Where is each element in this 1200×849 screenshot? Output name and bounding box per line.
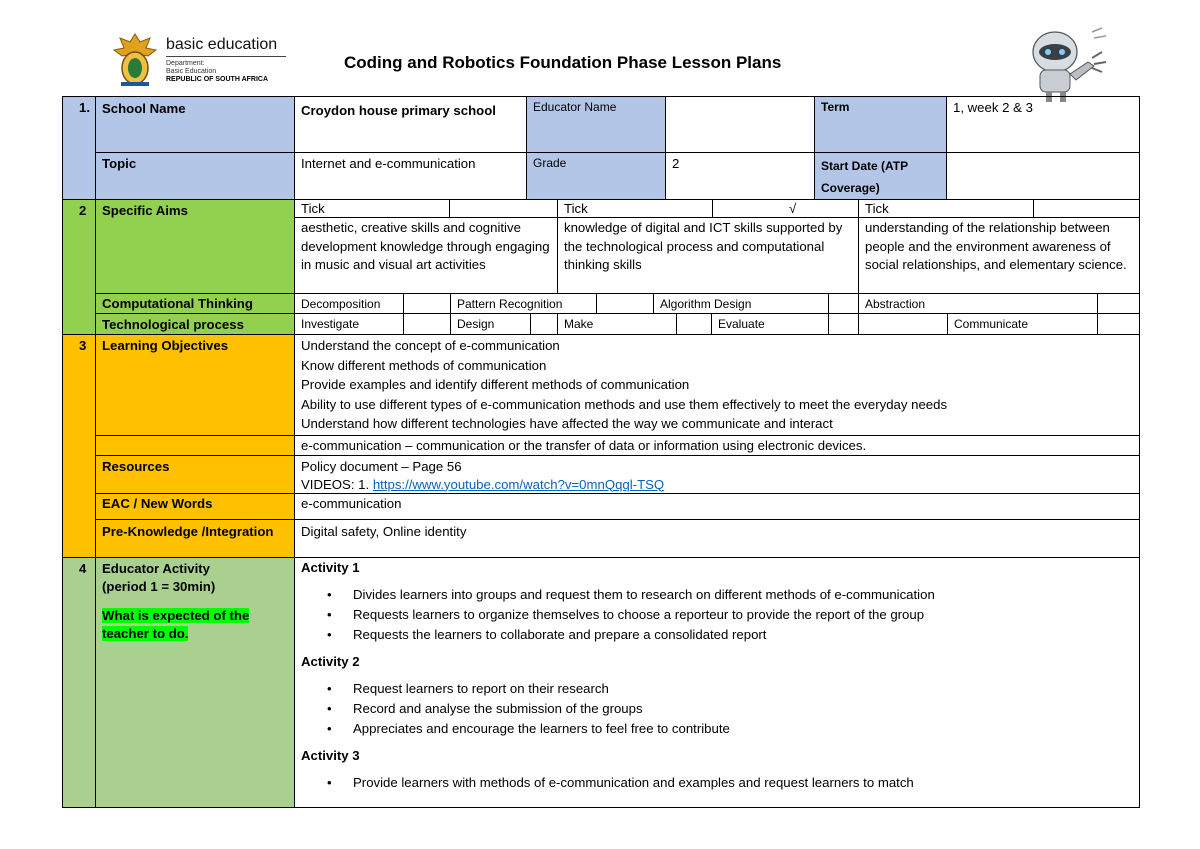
grade-label: Grade: [526, 152, 666, 200]
eac-value: e-communication: [294, 493, 1140, 520]
tp-design-box[interactable]: [530, 313, 558, 335]
school-name-value[interactable]: Croydon house primary school: [294, 96, 527, 153]
activities-content: [294, 557, 1140, 808]
robot-icon: [1010, 22, 1110, 104]
tp-evaluate: Evaluate: [711, 313, 829, 335]
activity-1-list: [301, 585, 1133, 645]
ct-abstraction-box[interactable]: [1097, 293, 1140, 314]
logo-line-3: REPUBLIC OF SOUTH AFRICA: [166, 76, 269, 83]
ct-abstraction: Abstraction: [858, 293, 1098, 314]
resources-videos-prefix: VIDEOS: 1.: [301, 476, 373, 492]
activity-2-list: [301, 679, 1133, 739]
activity-1-title: Activity 1: [301, 560, 360, 575]
educator-activity-title: Educator Activity: [102, 561, 210, 576]
tp-evaluate-box[interactable]: [828, 313, 859, 335]
resources-line: Policy document – Page 56: [301, 459, 462, 474]
pre-knowledge-label: Pre-Knowledge /Integration: [95, 519, 295, 558]
objective-item: Know different methods of communication: [301, 357, 547, 373]
list-item: • Record and analyse the submission of the groups: [301, 699, 1133, 719]
tp-make-box[interactable]: [676, 313, 712, 335]
ct-algorithm-design: Algorithm Design: [653, 293, 829, 314]
computational-thinking-label: Computational Thinking: [95, 293, 295, 314]
expected-highlight-1: What is expected of the: [102, 608, 250, 623]
tp-investigate: Investigate: [294, 313, 404, 335]
resources-label: Resources: [95, 455, 295, 494]
logo-line-1: Department:: [166, 60, 205, 67]
activity-2-title: Activity 2: [301, 654, 360, 669]
educator-activity-period: (period 1 = 30min): [102, 578, 216, 594]
section-4-number: 4: [62, 557, 96, 808]
pre-knowledge-value: Digital safety, Online identity: [294, 519, 1140, 558]
educator-activity-label: [95, 557, 295, 808]
tp-communicate-box[interactable]: [1097, 313, 1140, 335]
document-title: Coding and Robotics Foundation Phase Lesson Plans: [344, 53, 782, 72]
list-item: • Requests learners to organize themselves to choose a reporteur to provide the report of the group: [301, 605, 1133, 625]
ct-algorithm-design-box[interactable]: [828, 293, 859, 314]
dbe-logo: [110, 28, 290, 92]
section-2-number: 2: [62, 199, 96, 335]
term-label: Term: [814, 96, 947, 153]
logo-line-2: Basic Education: [166, 68, 217, 75]
list-item: • Requests the learners to collaborate and prepare a consolidated report: [301, 625, 1133, 645]
list-item: • Divides learners into groups and request them to research on different methods of e-communication: [301, 585, 1133, 605]
specific-aims-label: Specific Aims: [95, 199, 295, 294]
ct-decomposition: Decomposition: [294, 293, 404, 314]
list-item: • Request learners to report on their research: [301, 679, 1133, 699]
aim-c-text: understanding of the relationship between people and the environment awareness of social relationships, and elementary science.: [858, 217, 1140, 294]
tp-investigate-box[interactable]: [403, 313, 451, 335]
tick-c-box[interactable]: [1033, 199, 1140, 218]
tick-c-label: Tick: [858, 199, 1034, 218]
topic-label: Topic: [95, 152, 295, 200]
ct-pattern-recognition-box[interactable]: [596, 293, 654, 314]
tp-communicate: Communicate: [947, 313, 1098, 335]
list-item: • Provide learners with methods of e-communication and examples and request learners to match: [301, 773, 1133, 793]
educator-name-value[interactable]: [665, 96, 815, 153]
tick-a-label: Tick: [294, 199, 450, 218]
tick-b-box[interactable]: √: [712, 199, 859, 218]
video-link[interactable]: https://www.youtube.com/watch?v=0mnQqql-TSQ: [372, 476, 665, 492]
tp-blank-box[interactable]: [858, 313, 948, 335]
ct-pattern-recognition: Pattern Recognition: [450, 293, 597, 314]
section-1-number: 1.: [62, 96, 96, 200]
learning-objectives-label: Learning Objectives: [95, 334, 295, 436]
definition-text: e-communication – communication or the transfer of data or information using electronic devices.: [294, 435, 1140, 456]
ct-decomposition-box[interactable]: [403, 293, 451, 314]
list-item: • Appreciates and encourage the learners to feel free to contribute: [301, 719, 1133, 739]
grade-value[interactable]: 2: [665, 152, 815, 200]
objective-item: Understand the concept of e-communication: [301, 338, 560, 353]
tp-design: Design: [450, 313, 531, 335]
tick-b-label: Tick: [557, 199, 713, 218]
objective-item: Provide examples and identify different methods of communication: [301, 377, 690, 392]
activity-3-list: [301, 773, 1133, 793]
term-value[interactable]: 1, week 2 & 3: [946, 96, 1140, 153]
objective-item: Understand how different technologies have affected the way we communicate and interact: [301, 416, 833, 431]
tick-a-box[interactable]: [449, 199, 558, 218]
start-date-label: Start Date (ATP Coverage): [814, 152, 947, 200]
activity-3-title: Activity 3: [301, 748, 360, 763]
coat-of-arms-icon: [110, 28, 160, 88]
section-3-number: 3: [62, 334, 96, 558]
educator-name-label: Educator Name: [526, 96, 666, 153]
topic-value[interactable]: Internet and e-communication: [294, 152, 527, 200]
learning-objectives-list: [294, 334, 1140, 436]
technological-process-label: Technological process: [95, 313, 295, 335]
tp-make: Make: [557, 313, 677, 335]
start-date-value[interactable]: [946, 152, 1140, 200]
eac-label: EAC / New Words: [95, 493, 295, 520]
resources-value: [294, 455, 1140, 494]
logo-brand: basic education: [166, 36, 278, 53]
school-name-label: School Name: [95, 96, 295, 153]
aim-b-text: knowledge of digital and ICT skills supported by the technological process and computational thinking skills: [557, 217, 859, 294]
objective-item: Ability to use different types of e-communication methods and use them effectively to meet the everyday needs: [301, 396, 948, 412]
aim-a-text: aesthetic, creative skills and cognitive development knowledge through engaging in music and visual art activities: [294, 217, 558, 294]
expected-highlight-2: teacher to do.: [102, 625, 189, 641]
